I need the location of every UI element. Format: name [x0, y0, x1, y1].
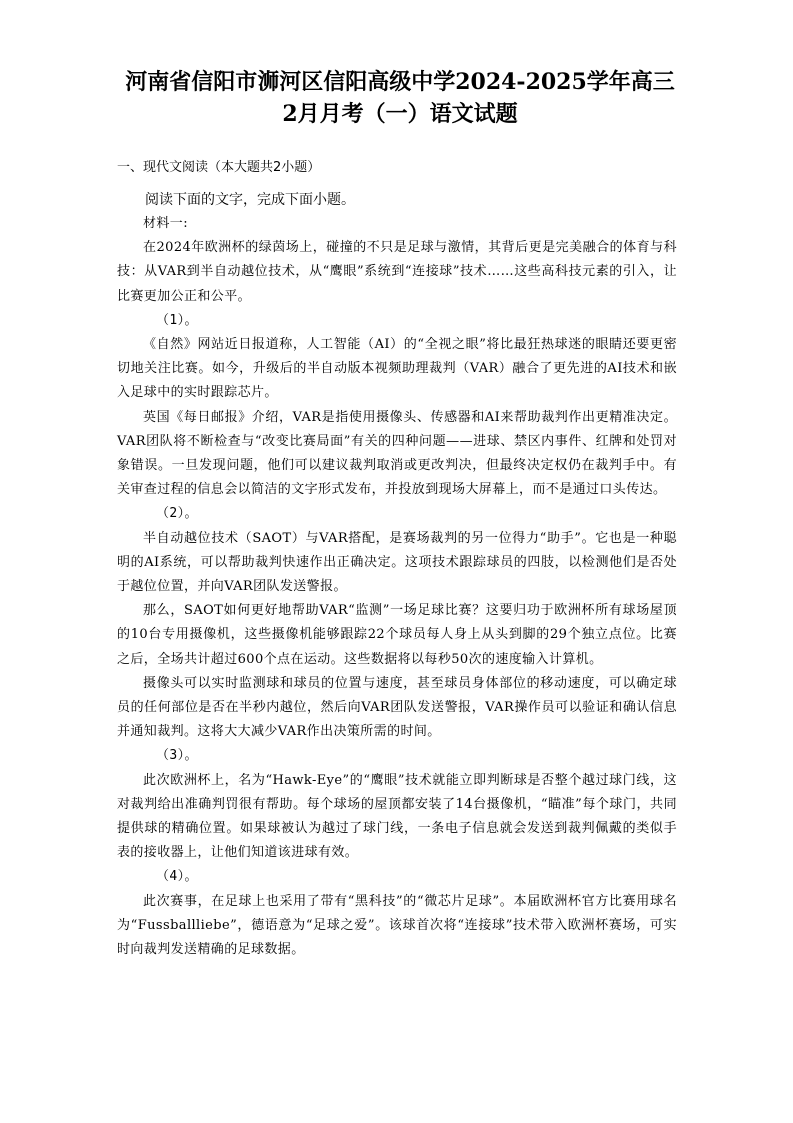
passage-paragraph: 此次赛事，在足球上也采用了带有“黑科技”的“微芯片足球”。本届欧洲杯官方比赛用球名为“Fussballliebe”，德语意为“足球之爱”。该球首次将“连接球”技术带入欧洲杯赛场，可实时向裁判发送精确的足球数据。 — [117, 893, 677, 958]
passage-paragraph: 此次欧洲杯上，名为“Hawk-Eye”的“鹰眼”技术就能立即判断球是否整个越过球门线，这对裁判给出准确判罚很有帮助。每个球场的屋顶都安装了14台摄像机，“瞄准”每个球门，共同提供球的精确位置。如果球被认为越过了球门线，一条电子信息就会发送到裁判佩戴的类似手表的接收器上，让他们知道该进球有效。 — [117, 772, 677, 861]
section-heading: 一、现代文阅读（本大题共2小题） — [117, 160, 321, 175]
blank-label-1: （1）。 — [156, 312, 198, 328]
reading-instruction: 阅读下面的文字，完成下面小题。 — [145, 192, 355, 208]
material-label: 材料一: — [143, 216, 188, 231]
passage-paragraph: 《自然》网站近日报道称，人工智能（AI）的“全视之眼”将比最狂热球迷的眼睛还要更密切地关注比赛。如今，升级后的半自动版本视频助理裁判（VAR）融合了更先进的AI技术和嵌入足球中的实时跟踪芯片。 — [117, 337, 677, 401]
blank-label-3: （3）。 — [156, 748, 198, 764]
blank-label-4: （4）。 — [156, 869, 198, 885]
passage-paragraph: 在2024年欧洲杯的绿茵场上，碰撞的不只是足球与激情，其背后更是完美融合的体育与科技：从VAR到半自动越位技术，从“鹰眼”系统到“连接球”技术……这些高科技元素的引入，让比赛更加公正和公平。 — [117, 240, 677, 304]
exam-title: 河南省信阳市浉河区信阳高级中学2024-2025学年高三2月月考（一）语文试题 — [125, 69, 675, 127]
passage-paragraph: 摄像头可以实时监测球和球员的位置与速度，甚至球员身体部位的移动速度，可以确定球员的任何部位是否在半秒内越位，然后向VAR团队发送警报，VAR操作员可以验证和确认信息并通知裁判。这将大大减少VAR作出决策所需的时间。 — [117, 675, 677, 740]
blank-label-2: （2）。 — [156, 506, 198, 522]
reading-passage — [117, 212, 677, 962]
passage-paragraph: 那么，SAOT如何更好地帮助VAR“监测”一场足球比赛？这要归功于欧洲杯所有球场屋顶的10台专用摄像机，这些摄像机能够跟踪22个球员每人身上从头到脚的29个独立点位。比赛之后，全场共计超过600个点在运动。这些数据将以每秒50次的速度输入计算机。 — [117, 603, 677, 667]
passage-paragraph: 英国《每日邮报》介绍，VAR是指使用摄像头、传感器和AI来帮助裁判作出更精准决定。VAR团队将不断检查与“改变比赛局面”有关的四种问题——进球、禁区内事件、红牌和处罚对象错误。一旦发现问题，他们可以建议裁判取消或更改判决，但最终决定权仍在裁判手中。有关审查过程的信息会以简洁的文字形式发布，并投放到现场大屏幕上，而不是通过口头传达。 — [117, 409, 677, 498]
passage-paragraph: 半自动越位技术（SAOT）与VAR搭配，是赛场裁判的另一位得力“助手”。它也是一种聪明的AI系统，可以帮助裁判快速作出正确决定。这项技术跟踪球员的四肢，以检测他们是否处于越位位置，并向VAR团队发送警报。 — [117, 530, 677, 595]
